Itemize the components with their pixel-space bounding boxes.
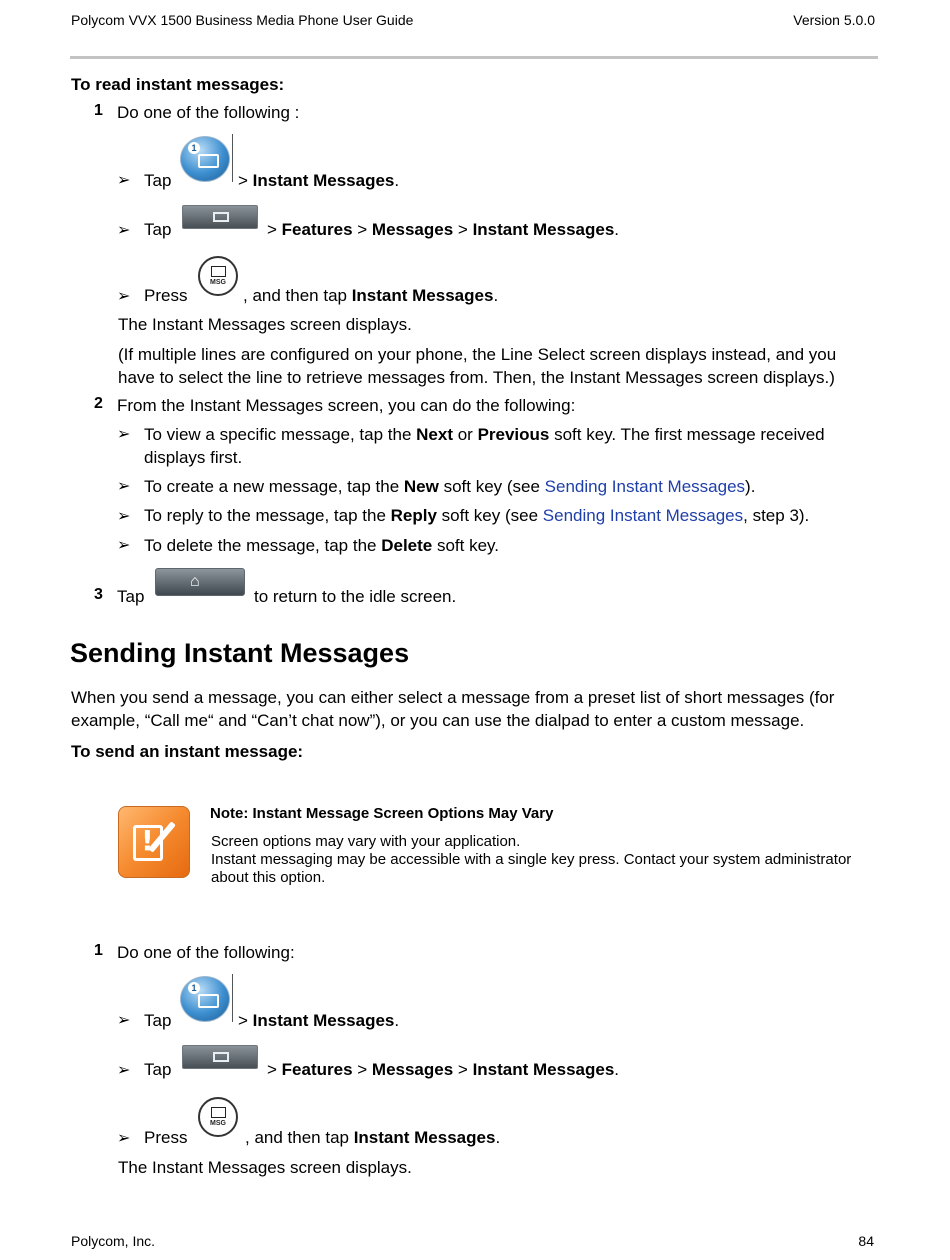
msg-key-icon (198, 256, 238, 296)
bullet-icon: ➢ (117, 1062, 131, 1079)
section-intro-line1: When you send a message, you can either select a message from a preset list of short messages (for (71, 688, 835, 707)
icon-divider (232, 974, 233, 1022)
note-icon (118, 806, 190, 878)
read-opt3-press: Press (144, 286, 188, 305)
send-opt3-press: Press (144, 1128, 188, 1147)
read-opt2-tap: Tap (144, 220, 172, 239)
send-opt2-tap: Tap (144, 1060, 172, 1079)
bullet-icon: ➢ (117, 1012, 131, 1029)
read-paren-line2: have to select the line to retrieve messages from. Then, the Instant Messages screen displays.) (118, 368, 835, 387)
send-opt3-text: , and then tap Instant Messages. (245, 1128, 501, 1147)
bullet-icon: ➢ (117, 172, 131, 189)
bullet-icon: ➢ (117, 222, 131, 239)
envelope-icon (211, 1107, 226, 1118)
msg-key-label: MSG (210, 279, 226, 286)
read-displays: The Instant Messages screen displays. (118, 315, 412, 334)
message-count-badge: 1 (188, 982, 200, 994)
messages-icon (180, 976, 230, 1022)
page-number: 84 (858, 1233, 874, 1249)
read-step3-tap: Tap (117, 587, 145, 606)
msg-key-icon (198, 1097, 238, 1137)
send-step1-number: 1 (94, 942, 103, 959)
sending-messages-link[interactable]: Sending Instant Messages (544, 477, 746, 496)
note-line2: Instant messaging may be accessible with a single key press. Contact your system administrator (211, 851, 852, 868)
send-step1-text: Do one of the following: (117, 943, 295, 962)
icon-divider (232, 134, 233, 182)
envelope-icon (211, 266, 226, 277)
bullet-icon: ➢ (117, 288, 131, 305)
envelope-icon (198, 154, 219, 168)
bullet-icon: ➢ (117, 508, 131, 525)
messages-icon (180, 136, 230, 182)
menu-key-icon (182, 1045, 258, 1069)
home-icon: ⌂ (190, 573, 200, 590)
bullet-icon: ➢ (117, 426, 131, 443)
read-step2-text: From the Instant Messages screen, you can do the following: (117, 396, 576, 415)
section-intro-line2: example, “Call me“ and “Can’t chat now”), or you can use the dialpad to enter a custom message. (71, 711, 805, 730)
footer-company: Polycom, Inc. (71, 1233, 156, 1249)
read-b1-line1: To view a specific message, tap the Next or Previous soft key. The first message received (144, 425, 825, 444)
note-line1: Screen options may vary with your application. (211, 833, 521, 850)
header-version: Version 5.0.0 (793, 12, 875, 28)
send-opt1-tap: Tap (144, 1011, 172, 1030)
home-key-icon (155, 568, 245, 596)
read-paren-line1: (If multiple lines are configured on your phone, the Line Select screen displays instead, and you (118, 345, 837, 364)
read-heading: To read instant messages: (71, 75, 285, 94)
read-step1-number: 1 (94, 102, 103, 119)
sending-messages-link[interactable]: Sending Instant Messages (542, 506, 744, 525)
read-step3-number: 3 (94, 586, 103, 603)
read-b4: To delete the message, tap the Delete soft key. (144, 536, 500, 555)
read-b1-line2: displays first. (144, 448, 243, 467)
read-opt3-text: , and then tap Instant Messages. (243, 286, 499, 305)
message-count-badge: 1 (188, 142, 200, 154)
read-opt1-tap: Tap (144, 171, 172, 190)
note-line3: about this option. (211, 869, 326, 886)
header-divider (70, 56, 878, 59)
note-mark: ! (141, 824, 154, 857)
bullet-icon: ➢ (117, 537, 131, 554)
send-heading: To send an instant message: (71, 742, 304, 761)
menu-glyph-icon (213, 212, 229, 222)
section-title: Sending Instant Messages (70, 638, 410, 668)
msg-key-label: MSG (210, 1120, 226, 1127)
read-step1-text: Do one of the following : (117, 103, 300, 122)
read-opt1-path: > Instant Messages. (238, 171, 400, 190)
send-displays: The Instant Messages screen displays. (118, 1158, 412, 1177)
header-title: Polycom VVX 1500 Business Media Phone User Guide (71, 12, 414, 28)
menu-glyph-icon (213, 1052, 229, 1062)
menu-key-icon (182, 205, 258, 229)
send-opt1-path: > Instant Messages. (238, 1011, 400, 1030)
envelope-icon (198, 994, 219, 1008)
read-b2: To create a new message, tap the New soft key (see Sending Instant Messages). (144, 477, 756, 496)
bullet-icon: ➢ (117, 1130, 131, 1147)
read-opt2-path: > Features > Messages > Instant Messages. (267, 220, 620, 239)
read-b3: To reply to the message, tap the Reply soft key (see Sending Instant Messages, step 3). (144, 506, 810, 525)
read-step2-number: 2 (94, 395, 103, 412)
note-title: Note: Instant Message Screen Options May Vary (210, 805, 554, 822)
send-opt2-path: > Features > Messages > Instant Messages. (267, 1060, 620, 1079)
read-step3-text: to return to the idle screen. (254, 587, 457, 606)
bullet-icon: ➢ (117, 478, 131, 495)
